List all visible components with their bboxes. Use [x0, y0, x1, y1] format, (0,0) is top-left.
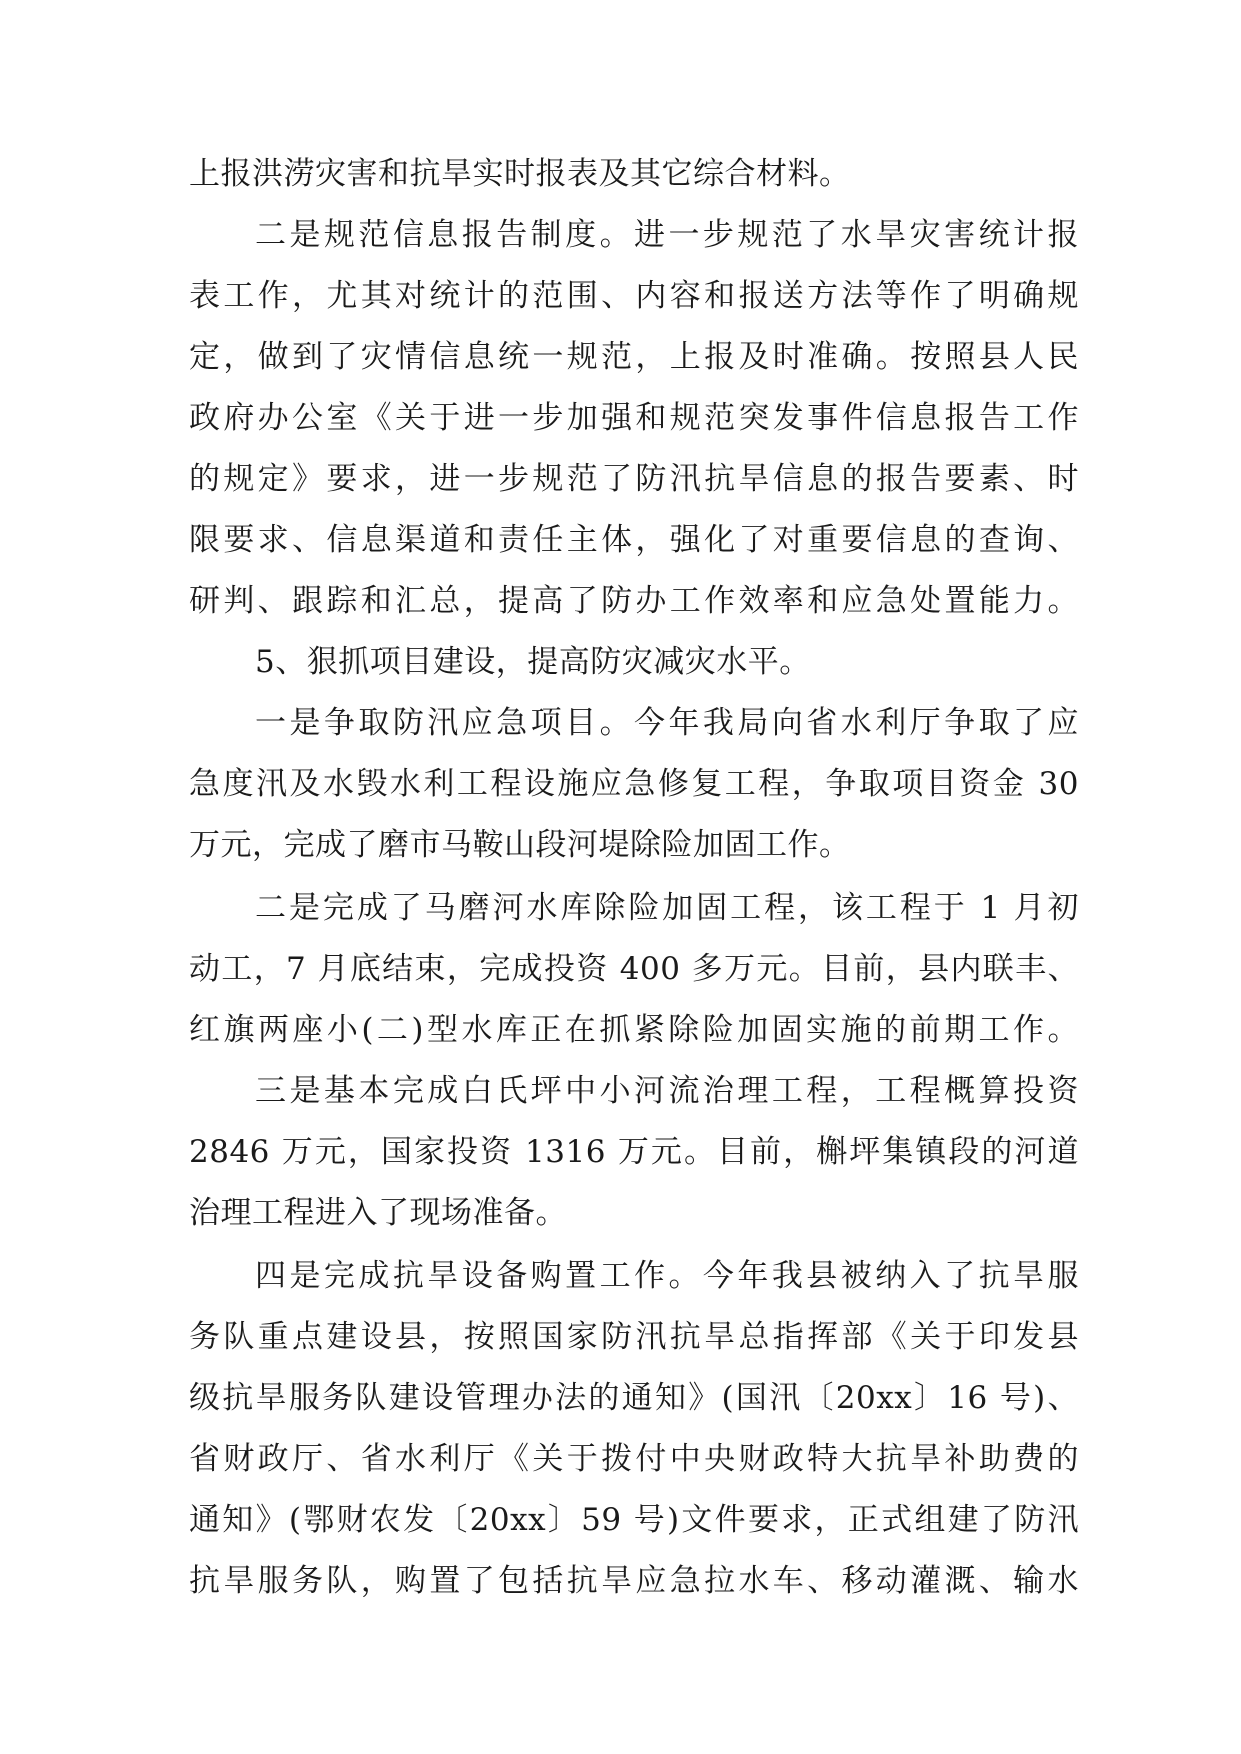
text-line: 研判、跟踪和汇总，提高了防办工作效率和应急处置能力。 [189, 583, 1079, 619]
text-line: 表工作，尤其对统计的范围、内容和报送方法等作了明确规 [189, 278, 1079, 314]
text-line: 二是完成了马磨河水库除险加固工程，该工程于 1 月初 [255, 890, 1079, 926]
text-line: 的规定》要求，进一步规范了防汛抗旱信息的报告要素、时 [189, 461, 1079, 497]
text-line: 万元，完成了磨市马鞍山段河堤除险加固工作。 [189, 827, 851, 863]
text-line: 动工，7 月底结束，完成投资 400 多万元。目前，县内联丰、 [189, 951, 1079, 987]
body-text [189, 154, 1079, 1602]
text-line: 定，做到了灾情信息统一规范，上报及时准确。按照县人民 [189, 339, 1079, 375]
text-line: 政府办公室《关于进一步加强和规范突发事件信息报告工作 [189, 400, 1079, 436]
text-line: 四是完成抗旱设备购置工作。今年我县被纳入了抗旱服 [255, 1258, 1079, 1294]
text-line: 通知》(鄂财农发〔20xx〕59 号)文件要求，正式组建了防汛 [189, 1502, 1079, 1538]
text-line: 抗旱服务队，购置了包括抗旱应急拉水车、移动灌溉、输水 [189, 1563, 1079, 1599]
text-line: 急度汛及水毁水利工程设施应急修复工程，争取项目资金 30 [189, 766, 1079, 802]
text-line: 红旗两座小(二)型水库正在抓紧除险加固实施的前期工作。 [189, 1012, 1079, 1048]
text-line: 治理工程进入了现场准备。 [189, 1195, 567, 1231]
text-line: 上报洪涝灾害和抗旱实时报表及其它综合材料。 [189, 156, 851, 192]
section-heading: 5、狠抓项目建设，提高防灾减灾水平。 [255, 644, 811, 680]
text-line: 省财政厅、省水利厅《关于拨付中央财政特大抗旱补助费的 [189, 1441, 1079, 1477]
text-line: 三是基本完成白氏坪中小河流治理工程，工程概算投资 [255, 1073, 1079, 1109]
text-line: 2846 万元，国家投资 1316 万元。目前，槲坪集镇段的河道 [189, 1134, 1079, 1170]
text-line: 限要求、信息渠道和责任主体，强化了对重要信息的查询、 [189, 522, 1079, 558]
text-line: 一是争取防汛应急项目。今年我局向省水利厅争取了应 [255, 705, 1079, 741]
text-line: 务队重点建设县，按照国家防汛抗旱总指挥部《关于印发县 [189, 1319, 1079, 1355]
text-line: 二是规范信息报告制度。进一步规范了水旱灾害统计报 [255, 217, 1079, 253]
text-line: 级抗旱服务队建设管理办法的通知》(国汛〔20xx〕16 号)、 [189, 1380, 1079, 1416]
